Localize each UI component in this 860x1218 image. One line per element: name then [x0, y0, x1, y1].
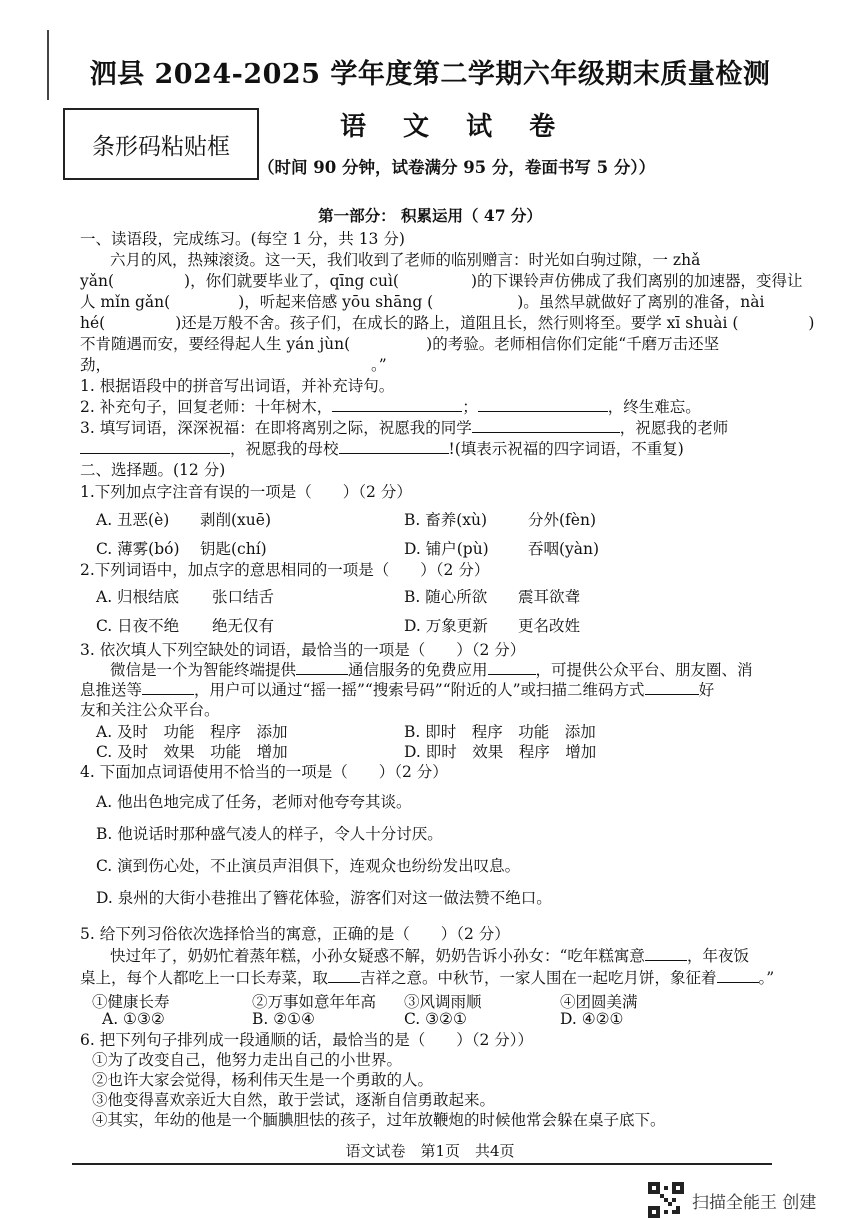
question-text: 微信是一个为智能终端提供 通信服务的免费应用 ，可提供公众平台、朋友圈、消 [110, 661, 753, 679]
section2-heading: 二、选择题。(12 分) [80, 461, 226, 479]
option[interactable]: B. 即时 程序 功能 添加 [404, 723, 596, 741]
qr-code-icon [648, 1182, 684, 1218]
option[interactable]: D. 铺户(pù) [404, 540, 489, 558]
list-item: ③风调雨顺 [404, 993, 482, 1011]
answer-blank[interactable] [296, 660, 348, 675]
question-stem: 2.下列词语中，加点字的意思相同的一项是（ ）（2 分） [80, 561, 490, 579]
option[interactable]: B. 畜养(xù) [404, 511, 488, 529]
answer-blank[interactable] [717, 968, 759, 983]
question-stem: 5. 给下列习俗依次选择恰当的寓意，正确的是（ ）（2 分） [80, 925, 510, 943]
option-word: 震耳欲聋 [518, 588, 581, 606]
question: 1. 根据语段中的拼音写出词语，并补充诗句。 [80, 377, 395, 395]
question: 3. 填写词语，深深祝福：在即将离别之际，祝愿我的同学 ，祝愿我的老师 [80, 419, 729, 437]
passage-line: 六月的风，热辣滚烫。这一天，我们收到了老师的临别赠言：时光如白驹过隙，一 zhǎ [110, 251, 701, 269]
passage-line: 劲， 。” [80, 356, 387, 374]
option[interactable]: B. ②①④ [252, 1010, 315, 1028]
option-word: 张口结舌 [212, 588, 275, 606]
list-item: ①健康长寿 [92, 993, 170, 1011]
exam-title: 泗县 2024-2025 学年度第二学期六年级期末质量检测 [89, 59, 771, 90]
option[interactable]: A. 归根结底 [96, 588, 180, 606]
question-stem: 6. 把下列句子排列成一段通顺的话，最恰当的是（ ）（2 分）） [80, 1031, 534, 1049]
answer-blank[interactable] [488, 660, 536, 675]
option[interactable]: C. ③②① [404, 1010, 467, 1028]
scanner-watermark [648, 1182, 816, 1218]
question-stem: 3. 依次填人下列空缺处的词语，最恰当的一项是（ ）（2 分） [80, 641, 526, 659]
answer-blank[interactable] [645, 680, 699, 695]
answer-blank[interactable] [328, 968, 360, 983]
option-word: 剥削(xuē) [200, 511, 271, 529]
answer-blank[interactable] [339, 439, 449, 454]
answer-blank[interactable] [332, 397, 462, 412]
question: ，祝愿我的母校 !(填表示祝福的四字词语，不重复) [80, 439, 770, 459]
list-item: ②也许大家会觉得，杨利伟天生是一个勇敢的人。 [92, 1071, 434, 1089]
answer-blank[interactable] [645, 946, 687, 961]
passage-line: hé( )还是万般不舍。孩子们，在成长的路上，道阻且长，然行则将至。要学 xī shuài ( ) [80, 314, 815, 332]
part-heading: 第一部分： 积累运用（ 47 分） [318, 206, 542, 225]
option-word: 绝无仅有 [212, 617, 275, 635]
list-item: ②万事如意年年高 [252, 993, 377, 1011]
question-stem: 4. 下面加点词语使用不恰当的一项是（ ）（2 分） [80, 763, 448, 781]
option-word: 钥匙(chí) [200, 540, 267, 558]
list-item: ④其实，年幼的他是一个腼腆胆怯的孩子，过年放鞭炮的时候他常会躲在桌子底下。 [92, 1111, 666, 1129]
page-footer: 语文试卷 第1页 共4页 [345, 1142, 515, 1160]
passage-line: yǎn( )，你们就要毕业了，qīng cuì( )的下课铃声仿佛成了我们离别的加速器，变得让 [80, 272, 803, 290]
option[interactable]: B. 他说话时那种盛气凌人的样子，令人十分讨厌。 [96, 825, 443, 843]
answer-blank[interactable] [80, 439, 230, 454]
section1-heading: 一、读语段，完成练习。(每空 1 分，共 13 分) [80, 230, 405, 248]
option[interactable]: D. ④②① [560, 1010, 624, 1028]
option[interactable]: D. 泉州的大街小巷推出了簪花体验，游客们对这一做法赞不绝口。 [96, 889, 552, 907]
list-item: ③他变得喜欢亲近大自然，敢于尝试，逐渐自信勇敢起来。 [92, 1091, 496, 1109]
question-text: 快过年了，奶奶忙着蒸年糕，小孙女疑惑不解，奶奶告诉小孙女：“吃年糕寓意 ，年夜饭 [110, 947, 749, 965]
answer-blank[interactable] [478, 397, 608, 412]
option-word: 吞咽(yàn) [528, 540, 600, 558]
question-text: 桌上，每个人都吃上一口长寿菜，取 吉祥之意。中秋节，一家人围在一起吃月饼，象征着 。” [80, 969, 775, 987]
question-stem: 1.下列加点字注音有误的一项是（ ）（2 分） [80, 483, 412, 501]
answer-blank[interactable] [472, 418, 620, 433]
footer-divider [72, 1163, 772, 1165]
list-item: ④团圆美满 [560, 993, 638, 1011]
question-text: 友和关注公众平台。 [80, 701, 220, 719]
option[interactable]: A. 及时 功能 程序 添加 [96, 723, 288, 741]
scanner-label: 扫描全能王 创建 [692, 1192, 817, 1213]
option[interactable]: A. 他出色地完成了任务，老师对他夸夸其谈。 [96, 793, 412, 811]
option[interactable]: C. 薄雾(bó) [96, 540, 180, 558]
option[interactable]: A. ①③② [102, 1010, 165, 1028]
passage-line: 人 mǐn gǎn( )，听起来倍感 yōu shāng ( )。虽然早就做好了离别的准备，nài [80, 293, 765, 311]
barcode-paste-box: 条形码粘贴框 [63, 108, 259, 180]
list-item: ①为了改变自己，他努力走出自己的小世界。 [92, 1051, 403, 1069]
option-word: 分外(fèn) [528, 511, 596, 529]
option[interactable]: A. 丑恶(è) [96, 511, 170, 529]
option[interactable]: D. 万象更新 [404, 617, 488, 635]
option[interactable]: C. 演到伤心处，不止演员声泪俱下，连观众也纷纷发出叹息。 [96, 857, 521, 875]
option[interactable]: C. 日夜不绝 [96, 617, 180, 635]
option[interactable]: C. 及时 效果 功能 增加 [96, 743, 288, 761]
option[interactable]: D. 即时 效果 程序 增加 [404, 743, 597, 761]
option[interactable]: B. 随心所欲 [404, 588, 488, 606]
answer-blank[interactable] [142, 680, 194, 695]
passage-line: 不肯随遇而安，要经得起人生 yán jùn( )的考验。老师相信你们定能“千磨万击还坚 [80, 335, 720, 353]
question-text: 息推送等 ，用户可以通过“摇一摇”“搜索号码”“附近的人”或扫描二维码方式 好 [80, 681, 715, 699]
exam-subject: 语 文 试 卷 [340, 112, 570, 142]
question: 2. 补充句子，回复老师：十年树木， ； ，终生难忘。 [80, 398, 701, 416]
option-word: 更名改姓 [518, 617, 581, 635]
time-info: （时间 90 分钟，试卷满分 95 分，卷面书写 5 分）） [258, 158, 656, 177]
